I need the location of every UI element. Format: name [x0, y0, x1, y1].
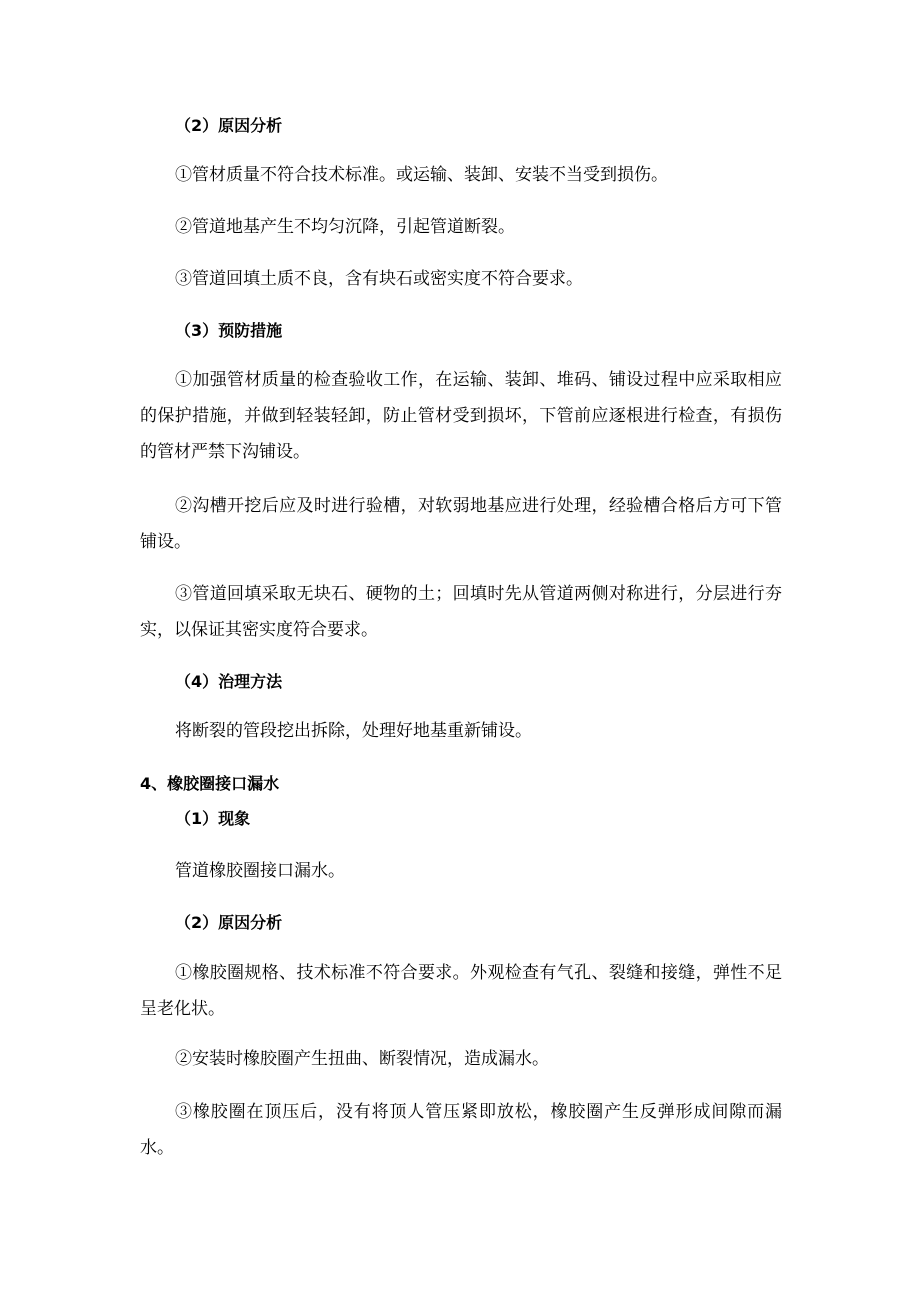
section-heading-cause-analysis: （2）原因分析 — [175, 116, 283, 135]
paragraph: ①加强管材质量的检查验收工作，在运输、装卸、堆码、铺设过程中应采取相应的保护措施，并做到轻装轻卸，防止管材受到损坏，下管前应逐根进行检查，有损伤的管材严禁下沟铺设。 — [140, 370, 782, 462]
paragraph: 管道橡胶圈接口漏水。 — [175, 861, 345, 881]
section-heading-cause-analysis-2: （2）原因分析 — [175, 913, 283, 932]
paragraph-block — [140, 955, 782, 1027]
paragraph: ③橡胶圈在顶压后，没有将顶人管压紧即放松，橡胶圈产生反弹形成间隙而漏水。 — [140, 1102, 782, 1158]
paragraph: ①管材质量不符合技术标准。或运输、装卸、安装不当受到损伤。 — [175, 165, 668, 185]
section-title-rubber-ring-leak: 4、橡胶圈接口漏水 — [140, 774, 280, 793]
paragraph: ②管道地基产生不均匀沉降，引起管道断裂。 — [175, 217, 515, 237]
section-heading-prevention: （3）预防措施 — [175, 321, 283, 340]
paragraph-block — [140, 362, 782, 470]
section-heading-phenomenon: （1）现象 — [175, 809, 251, 828]
paragraph: ①橡胶圈规格、技术标准不符合要求。外观检查有气孔、裂缝和接缝，弹性不足呈老化状。 — [140, 963, 782, 1019]
paragraph: 将断裂的管段挖出拆除，处理好地基重新铺设。 — [175, 721, 532, 741]
paragraph-block — [140, 1094, 782, 1166]
paragraph: ③管道回填采取无块石、硬物的土；回填时先从管道两侧对称进行，分层进行夯实，以保证其密实度符合要求。 — [140, 584, 782, 640]
section-heading-treatment: （4）治理方法 — [175, 672, 283, 691]
paragraph-block — [140, 576, 782, 648]
paragraph: ②沟槽开挖后应及时进行验槽，对软弱地基应进行处理，经验槽合格后方可下管铺设。 — [140, 496, 782, 552]
paragraph-block — [140, 488, 782, 560]
paragraph: ③管道回填土质不良，含有块石或密实度不符合要求。 — [175, 269, 583, 289]
paragraph: ②安装时橡胶圈产生扭曲、断裂情况，造成漏水。 — [175, 1049, 549, 1069]
